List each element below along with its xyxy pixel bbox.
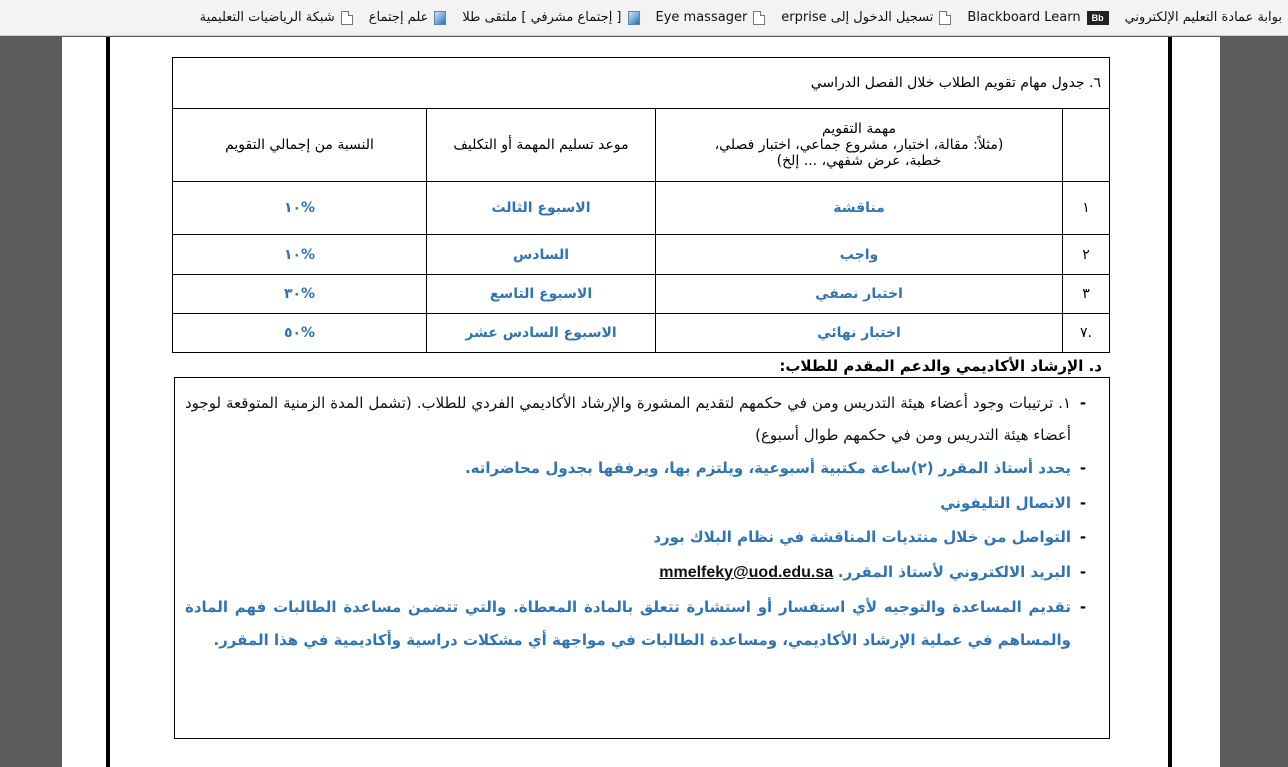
bullet-dash: - <box>1079 493 1087 512</box>
table-title: ٦. جدول مهام تقويم الطلاب خلال الفصل الدراسي <box>173 58 1110 109</box>
row-due: الاسبوع التاسع <box>427 275 656 314</box>
row-due: الاسبوع السادس عشر <box>427 314 656 353</box>
bookmark-supervisors-meeting[interactable] <box>462 10 639 25</box>
header-task <box>656 109 1063 182</box>
email-prefix: البريد الالكتروني لأستاذ المقرر. <box>837 562 1071 581</box>
table-header-row <box>173 109 1110 182</box>
advising-item-6: تقديم المساعدة والتوجيه لأي استفسار أو استشارة تتعلق بالمادة المعطاة. والتي تتضمن مساعدة الطالبات فهم المادة والمساهم في عملية الإرشاد الأكاديمي، ومساعدة الطالبات في مواجهة أي مشكلات دراسية وأكاديمية في هذا المقرر. <box>185 598 1071 650</box>
bookmark-label: تسجيل الدخول إلى erprise <box>781 10 934 25</box>
header-percent: النسبة من إجمالي التقويم <box>173 109 427 182</box>
list-item <box>185 486 1095 521</box>
list-item <box>185 555 1095 592</box>
bookmark-label: [ إجتماع مشرفي ] ملتقى طلا <box>462 10 622 25</box>
header-task-line2: (مثلاً: مقالة، اختبار، مشروع جماعي، اختبار فصلي، <box>714 137 1004 153</box>
image-icon <box>628 11 640 25</box>
table-row <box>173 235 1110 275</box>
row-due: الاسبوع الثالث <box>427 182 656 235</box>
bookmark-label: شبكة الرياضيات التعليمية <box>199 10 335 25</box>
advising-item-3: الاتصال التليفوني <box>940 493 1071 512</box>
row-task: اختبار نهائي <box>656 314 1063 353</box>
document-page <box>62 37 1220 767</box>
row-number: ١ <box>1063 182 1110 235</box>
bookmark-label: Eye massager <box>655 10 748 25</box>
advising-item-1: ١. ترتيبات وجود أعضاء هيئة التدريس ومن في حكمهم لتقديم المشورة والإرشاد الأكاديمي الفردي للطلاب. (تشمل المدة الزمنية المتوقعة لوجود أعضاء هيئة التدريس ومن في حكمهم طوال أسبوع) <box>185 394 1071 444</box>
row-due: السادس <box>427 235 656 275</box>
bookmark-elearning[interactable] <box>1125 10 1282 25</box>
row-percent: %٥٠ <box>173 314 427 353</box>
header-task-line1: مهمة التقويم <box>822 121 896 137</box>
row-task: اختبار نصفي <box>656 275 1063 314</box>
list-item <box>185 591 1095 657</box>
list-item <box>185 451 1095 486</box>
bookmark-label: علم إجتماع <box>368 10 429 25</box>
bookmark-math-network[interactable] <box>200 10 353 25</box>
bookmark-enterprise-login[interactable] <box>781 10 951 25</box>
row-percent: %٣٠ <box>173 275 427 314</box>
advising-section-title: د. الإرشاد الأكاديمي والدعم المقدم للطلاب: <box>779 357 1102 375</box>
bullet-dash: - <box>1079 528 1087 546</box>
bookmarks-bar <box>0 0 1288 36</box>
document-content <box>170 57 1110 739</box>
bookmark-label: بوابة عمادة التعليم الإلكتروني <box>1124 10 1282 25</box>
bullet-dash: - <box>1079 598 1087 617</box>
page-icon <box>753 11 765 25</box>
page-border-left <box>106 37 110 767</box>
bookmark-blackboard[interactable] <box>967 10 1108 25</box>
advising-item-2: يحدد أستاذ المقرر (٢)ساعة مكتبية أسبوعية، ويلتزم بها، ويرفقها بجدول محاضراته. <box>464 459 1071 477</box>
row-task: واجب <box>656 235 1063 275</box>
row-percent: %١٠ <box>173 235 427 275</box>
list-item <box>185 388 1095 451</box>
header-task-line3: خطبة، عرض شفهي، ... إلخ) <box>776 153 942 169</box>
bookmark-sociology[interactable] <box>369 10 447 25</box>
advising-item-5 <box>185 555 1071 592</box>
table-row <box>173 314 1110 353</box>
header-due: موعد تسليم المهمة أو التكليف <box>427 109 656 182</box>
bullet-dash: - <box>1079 562 1087 581</box>
bullet-dash: - <box>1079 394 1087 412</box>
page-icon <box>939 11 951 25</box>
bookmark-eye-massager[interactable] <box>656 10 766 25</box>
header-number-cell <box>1063 109 1110 182</box>
row-number: ٣ <box>1063 275 1110 314</box>
page-border-right <box>1168 37 1172 767</box>
bullet-dash: - <box>1079 459 1087 477</box>
evaluation-table <box>172 57 1110 353</box>
table-row <box>173 182 1110 235</box>
table-row <box>173 275 1110 314</box>
bookmark-label: Blackboard Learn <box>967 10 1081 25</box>
row-number: ٢ <box>1063 235 1110 275</box>
row-number: .٧ <box>1063 314 1110 353</box>
page-icon <box>341 11 353 25</box>
list-item <box>185 520 1095 555</box>
row-task: مناقشة <box>656 182 1063 235</box>
email-link[interactable]: mmelfeky@uod.edu.sa <box>659 563 834 581</box>
image-icon <box>434 11 446 25</box>
blackboard-icon: Bb <box>1087 11 1109 25</box>
advising-box <box>174 377 1110 739</box>
row-percent: %١٠ <box>173 182 427 235</box>
advising-item-4: التواصل من خلال منتديات المناقشة في نظام البلاك بورد <box>653 528 1071 546</box>
